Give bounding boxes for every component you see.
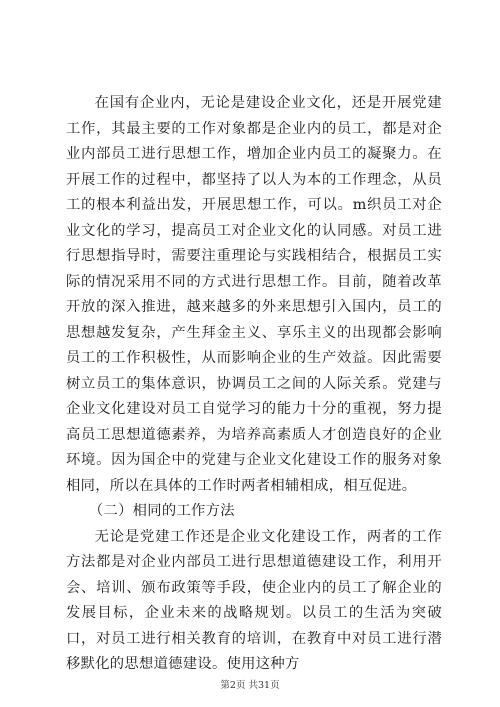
page-footer: [0, 680, 500, 692]
body-paragraph-1: 在国有企业内，无论是建设企业文化，还是开展党建工作，其最主要的工作对象都是企业内的员工，都是对企业内部员工进行思想工作，增加企业内员工的凝聚力。在开展工作的过程中，都坚持了以人为本的工作理念，从员工的根本利益出发，开展思想工作，可以。m织员工对企业文化的学习，提高员工对企业文化的认同感。对员工进行思想指导时，需要注重理论与实践相结合，根据员工实际的情况采用不同的方式进行思想工作。目前，随着改革开放的深入推进，越来越多的外来思想引入国内，员工的思想越发复杂，产生拜金主义、享乐主义的出现都会影响员工的工作积极性，从而影响企业的生产效益。因此需要树立员工的集体意识，协调员工之间的人际关系。党建与企业文化建设对员工自觉学习的能力十分的重视，努力提高员工思想道德素养，为培养高素质人才创造良好的企业环境。因为国企中的党建与企业文化建设工作的服务对象相同，所以在具体的工作时两者相辅相成，相互促进。: [66, 95, 442, 494]
page-number-label: 第2页 共31页: [220, 680, 280, 691]
section-heading: （二）相同的工作方法: [88, 503, 235, 519]
document-body: [66, 91, 442, 678]
body-paragraph-2: 无论是党建工作还是企业文化建设工作，两者的工作方法都是对企业内部员工进行思想道德建设工作，利用开会、培训、颁布政策等手段，使企业内的员工了解企业的发展目标，企业未来的战略规划。以员工的生活为突破口，对员工进行相关教育的培训，在教育中对员工进行潜移默化的思想道德建设。使用这种方: [66, 528, 442, 672]
